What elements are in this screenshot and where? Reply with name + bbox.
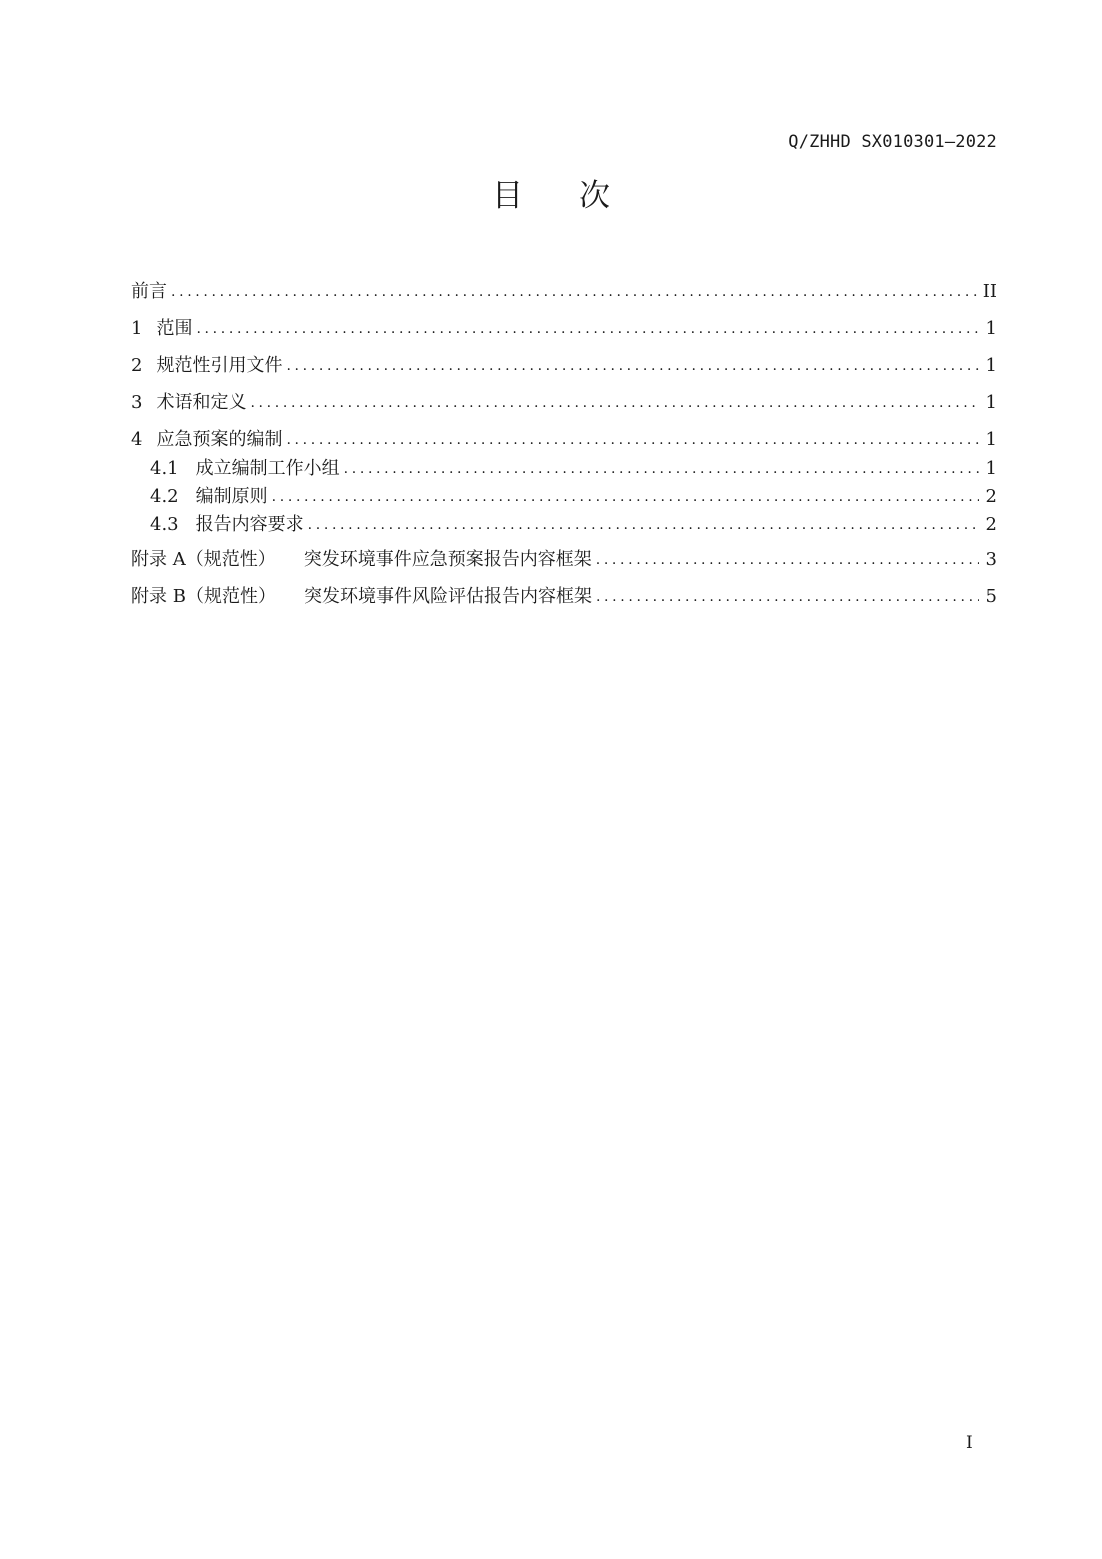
toc-leader-dots [272,484,979,510]
toc-leader-dots [596,547,979,573]
toc-entry-terms-definitions[interactable] [131,390,997,416]
toc-entry-page: 1 [985,318,997,339]
toc-leader-dots [286,353,979,379]
toc-entry-page: 1 [985,458,997,479]
toc-leader-dots [308,512,979,538]
toc-leader-dots [250,390,979,416]
toc-entry-page: II [982,281,997,302]
toc-entry-title: 编制原则 [195,486,268,507]
toc-entry-working-group[interactable] [150,456,997,482]
toc-entry-report-requirements[interactable] [150,512,997,538]
toc-entry-page: 1 [985,355,997,376]
toc-entry-number: 附录 B（规范性） [131,586,276,607]
toc-entry-title: 术语和定义 [156,392,247,413]
toc-entry-number: 1 [131,318,143,339]
toc-entry-principles[interactable] [150,484,997,510]
toc-entry-title: 报告内容要求 [195,514,304,535]
toc-entry-title: 突发环境事件应急预案报告内容框架 [303,549,592,570]
toc-entry-scope[interactable] [131,316,997,342]
toc-entry-page: 5 [985,586,997,607]
toc-entry-number: 4.2 [150,486,179,507]
toc-entry-page: 2 [985,486,997,507]
toc-entry-title: 成立编制工作小组 [195,458,340,479]
toc-entry-foreword[interactable] [131,279,997,305]
document-code: Q/ZHHD SX010301—2022 [788,132,997,152]
toc-entry-page: 2 [985,514,997,535]
toc-entry-title: 突发环境事件风险评估报告内容框架 [303,586,592,607]
toc-entry-title: 应急预案的编制 [156,429,283,450]
toc-entry-title: 规范性引用文件 [156,355,283,376]
toc-entry-number: 2 [131,355,143,376]
toc-entry-normative-references[interactable] [131,353,997,379]
toc-entry-number: 4 [131,429,143,450]
toc-entry-number: 附录 A（规范性） [131,549,276,570]
toc-entry-title: 前言 [131,281,167,302]
toc-leader-dots [344,456,979,482]
toc-entry-number: 3 [131,392,143,413]
toc-entry-appendix-a[interactable] [131,547,997,573]
toc-entry-appendix-b[interactable] [131,584,997,610]
toc-entry-number: 4.3 [150,514,179,535]
toc-leader-dots [196,316,979,342]
toc-entry-page: 3 [985,549,997,570]
toc-leader-dots [596,584,979,610]
toc-leader-dots [171,279,977,305]
toc-entry-page: 1 [985,429,997,450]
page-title: 目次 [492,178,666,214]
toc-entry-number: 4.1 [150,458,179,479]
toc-entry-page: 1 [985,392,997,413]
page-number: I [966,1433,973,1453]
toc-entry-plan-compilation[interactable] [131,427,997,453]
toc-leader-dots [286,427,979,453]
toc-entry-title: 范围 [156,318,193,339]
